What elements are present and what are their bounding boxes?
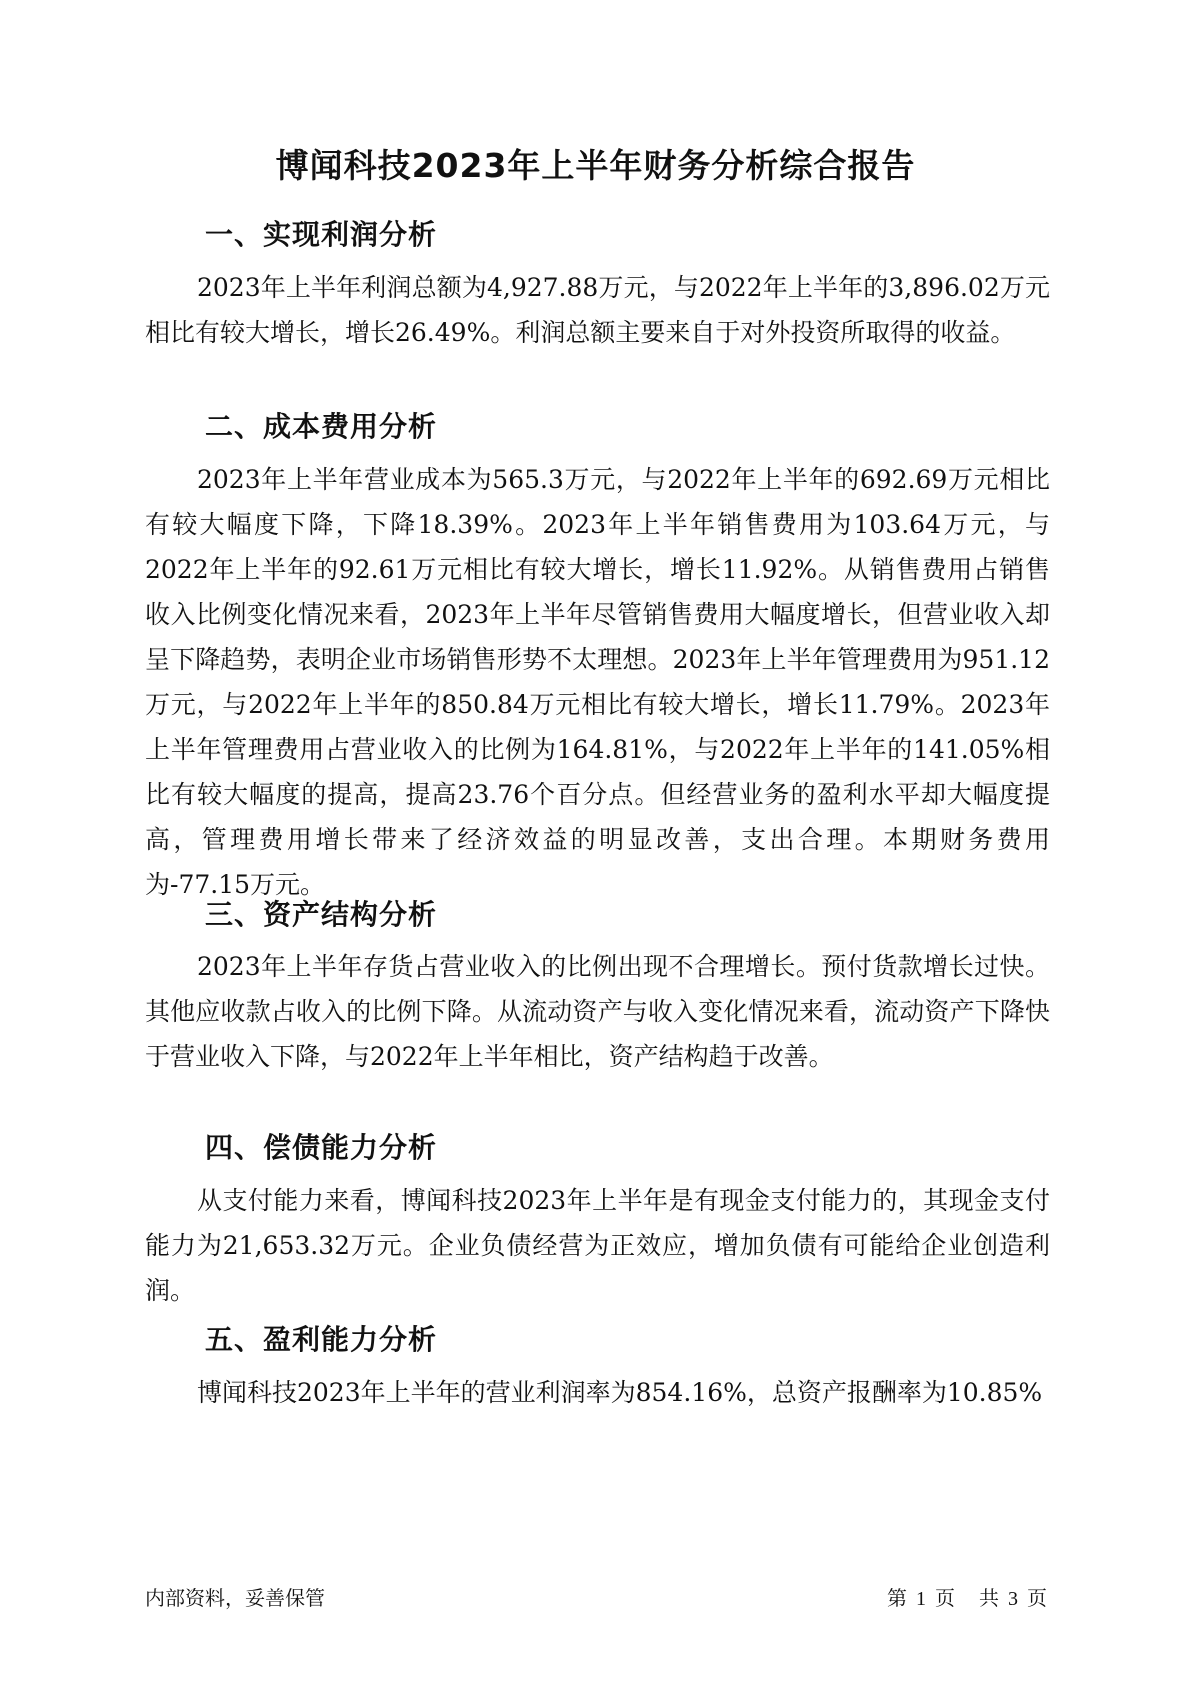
section-body-profitability: 博闻科技2023年上半年的营业利润率为854.16%，总资产报酬率为10.85% bbox=[197, 1378, 1043, 1407]
section-body-profit: 2023年上半年利润总额为4,927.88万元，与2022年上半年的3,896.02万元相比有较大增长，增长26.49%。利润总额主要来自于对外投资所取得的收益。 bbox=[145, 273, 1050, 347]
section-heading-cost: 二、成本费用分析 bbox=[205, 410, 438, 443]
footer-confidential-note: 内部资料，妥善保管 bbox=[145, 1588, 325, 1610]
section-body-cost: 2023年上半年营业成本为565.3万元，与2022年上半年的692.69万元相比有较大幅度下降，下降18.39%。2023年上半年销售费用为103.64万元，与2022年上半年的92.61万元相比有较大增长，增长11.92%。从销售费用占销售收入比例变化情况来看，2023年上半年尽管销售费用大幅度增长，但营业收入却呈下降趋势，表明企业市场销售形势不太理想。2023年上半年管理费用为951.12万元，与2022年上半年的850.84万元相比有较大增长，增长11.79%。2023年上半年管理费用占营业收入的比例为164.81%，与2022年上半年的141.05%相比有较大幅度的提高，提高23.76个百分点。但经营业务的盈利水平却大幅度提高，管理费用增长带来了经济效益的明显改善，支出合理。本期财务费用为-77.15万元。 bbox=[145, 465, 1050, 899]
footer-page-number: 第 1 页 共 3 页 bbox=[887, 1588, 1049, 1610]
section-heading-profitability: 五、盈利能力分析 bbox=[205, 1323, 438, 1356]
section-heading-profit: 一、实现利润分析 bbox=[205, 218, 438, 251]
section-heading-solvency: 四、偿债能力分析 bbox=[205, 1131, 438, 1164]
section-heading-assets: 三、资产结构分析 bbox=[205, 898, 438, 931]
section-body-solvency: 从支付能力来看，博闻科技2023年上半年是有现金支付能力的，其现金支付能力为21,653.32万元。企业负债经营为正效应，增加负债有可能给企业创造利润。 bbox=[145, 1186, 1050, 1305]
section-body-assets: 2023年上半年存货占营业收入的比例出现不合理增长。预付货款增长过快。其他应收款占收入的比例下降。从流动资产与收入变化情况来看，流动资产下降快于营业收入下降，与2022年上半年相比，资产结构趋于改善。 bbox=[145, 952, 1050, 1071]
page-title: 博闻科技2023年上半年财务分析综合报告 bbox=[275, 146, 916, 185]
